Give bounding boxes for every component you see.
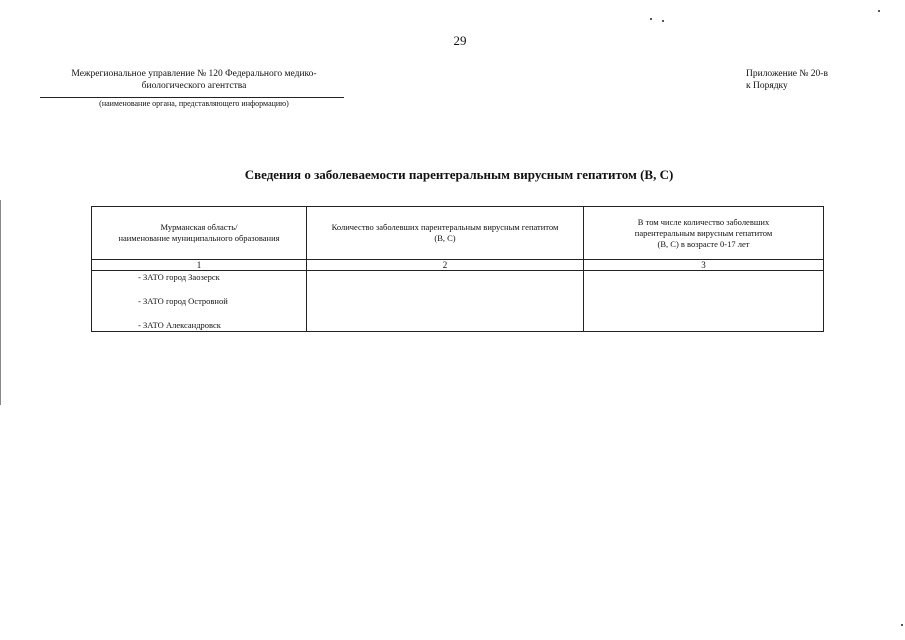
page-edge-line (0, 200, 1, 405)
organization-underline (40, 97, 344, 98)
column-header-line: В том числе количество заболевших (637, 216, 770, 227)
organization-name-line-2: биологического агентства (141, 81, 247, 91)
column-header-line: парентеральным вирусным гепатитом (634, 227, 773, 238)
scan-speck (662, 20, 664, 22)
scan-speck (901, 624, 903, 626)
page-number: 29 (453, 33, 467, 48)
cases-children-cell[interactable] (584, 271, 824, 332)
column-header-cases-children (584, 207, 824, 260)
scan-speck (878, 10, 880, 12)
organization-name-line-1: Межрегиональное управление № 120 Федерального медико- (71, 69, 317, 79)
municipality-list-cell (92, 271, 307, 332)
column-number-row (92, 260, 824, 271)
organization-name (60, 68, 328, 92)
column-number: 2 (307, 260, 584, 271)
column-number: 3 (584, 260, 824, 271)
column-header-line: (В, С) в возрасте 0-17 лет (657, 238, 750, 249)
column-header-municipality (92, 207, 307, 260)
morbidity-table (91, 206, 824, 332)
column-header-cases (307, 207, 584, 260)
appendix-line-2: к Порядку (746, 81, 788, 91)
column-header-line: (В, С) (434, 233, 456, 243)
appendix-line-1: Приложение № 20-в (746, 69, 828, 79)
municipality-name: - ЗАТО Александровск (138, 320, 221, 330)
table-header-row (92, 207, 824, 260)
column-header-line: Мурманская область/ (160, 222, 238, 232)
document-title: Сведения о заболеваемости парентеральным вирусным гепатитом (В, С) (244, 167, 674, 182)
column-header-line: Количество заболевших парентеральным вирусным гепатитом (331, 222, 559, 232)
scan-speck (650, 18, 652, 20)
organization-caption: (наименование органа, представляющего информацию) (99, 99, 289, 108)
column-number: 1 (92, 260, 307, 271)
cases-cell[interactable] (307, 271, 584, 332)
municipality-name: - ЗАТО город Заозерск (138, 272, 220, 282)
column-header-line: наименование муниципального образования (118, 233, 280, 243)
municipality-name: - ЗАТО город Островной (138, 296, 228, 306)
appendix-note (746, 68, 828, 92)
table-row (92, 271, 824, 332)
